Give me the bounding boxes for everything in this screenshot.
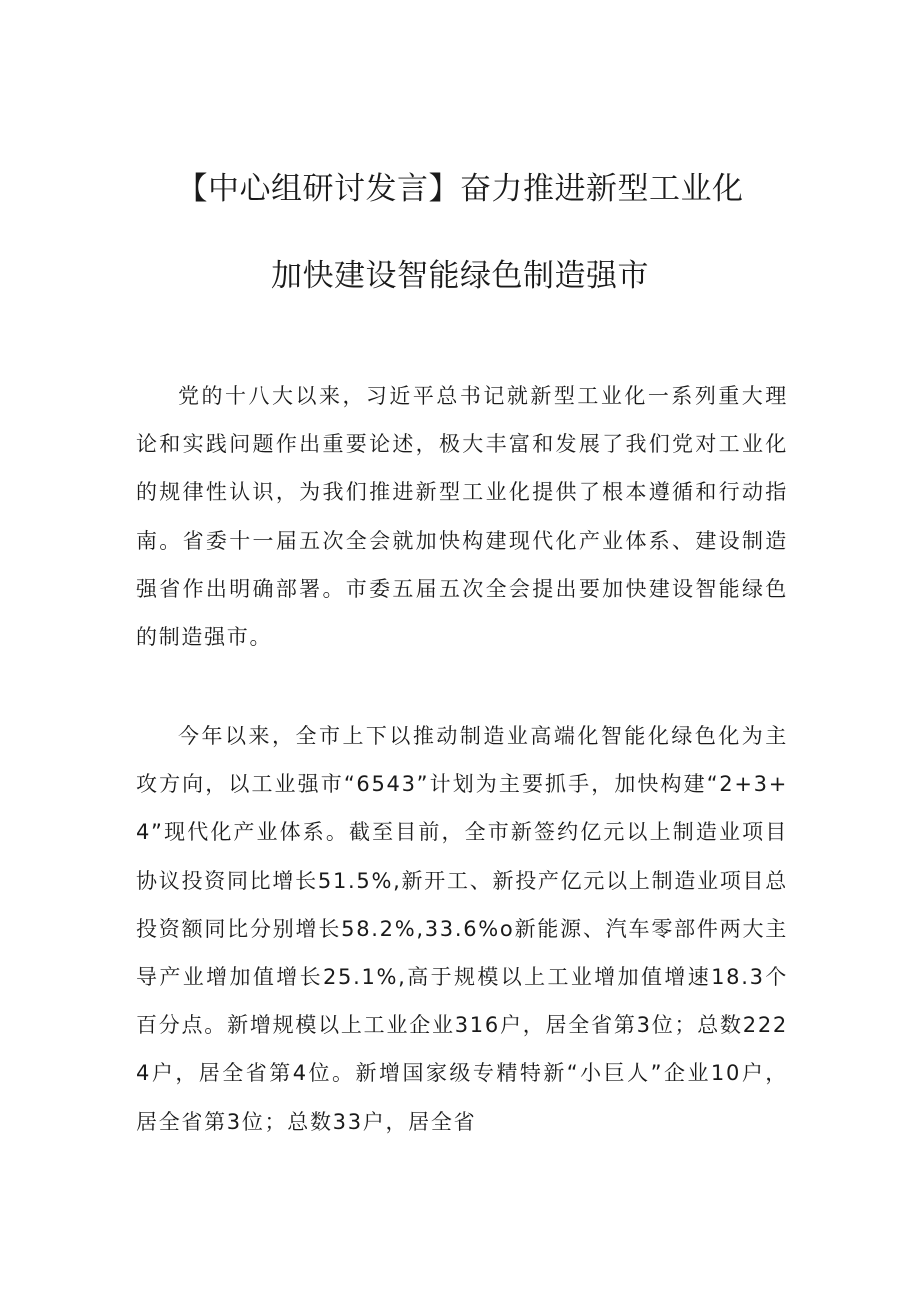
paragraph-1: 党的十八大以来，习近平总书记就新型工业化一系列重大理论和实践问题作出重要论述，极大丰富和发展了我们党对工业化的规律性认识，为我们推进新型工业化提供了根本遵循和行动指南。省委十一届五次全会就加快构建现代化产业体系、建设制造强省作出明确部署。市委五届五次全会提出要加快建设智能绿色的制造强市。 bbox=[136, 384, 788, 650]
paragraph-2: 今年以来，全市上下以推动制造业高端化智能化绿色化为主攻方向，以工业强市“6543”计划为主要抓手，加快构建“2+3+4”现代化产业体系。截至目前，全市新签约亿元以上制造业项目协议投资同比增长51.5%,新开工、新投产亿元以上制造业项目总投资额同比分别增长58.2%,33.6%o新能源、汽车零部件两大主导产业增加值增长25.1%,高于规模以上工业增加值增速18.3个百分点。新增规模以上工业企业316户，居全省第3位；总数2224户，居全省第4位。新增国家级专精特新“小巨人”企业10户，居全省第3位；总数33户，居全省 bbox=[136, 724, 788, 1134]
document-title-line-2: 加快建设智能绿色制造强市 bbox=[271, 258, 649, 294]
document-title-line-1: 【中心组研讨发言】奋力推进新型工业化 bbox=[176, 171, 744, 207]
